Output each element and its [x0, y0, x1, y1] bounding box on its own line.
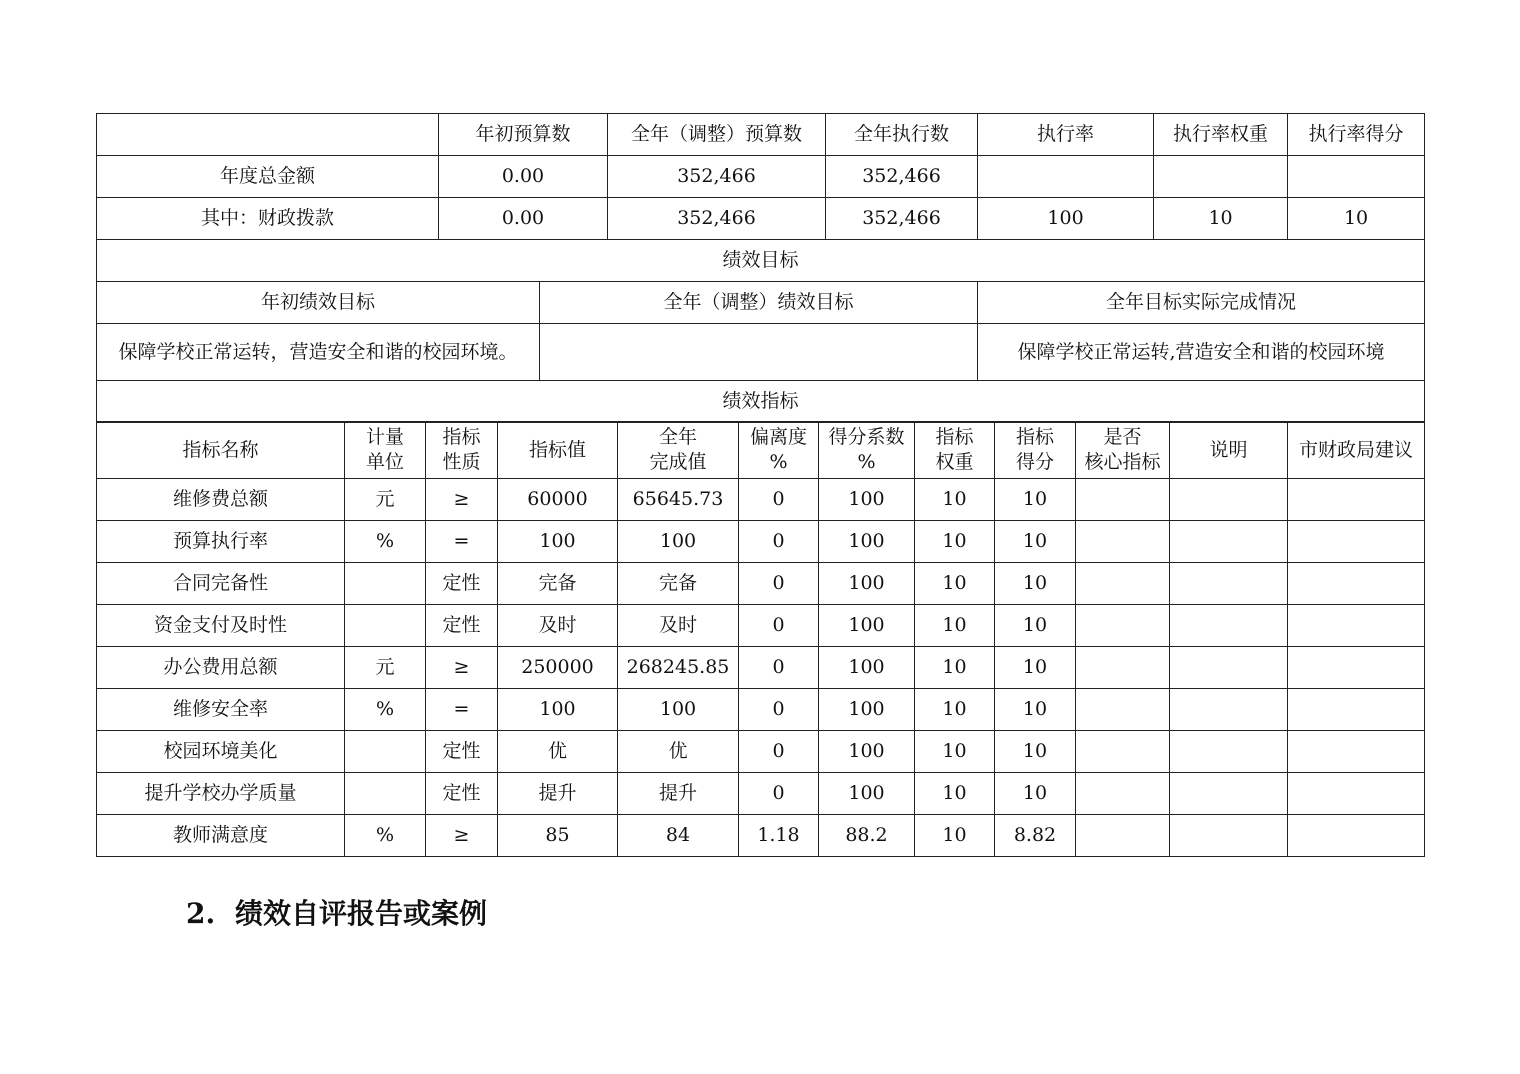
indicator-cell: 0 — [739, 521, 819, 563]
indicator-name-cell: 办公费用总额 — [97, 647, 345, 689]
indicator-cell: ≥ — [426, 479, 498, 521]
budget-cell: 352,466 — [608, 198, 826, 240]
indicator-cell — [1076, 815, 1170, 857]
budget-header-cell: 全年执行数 — [826, 114, 978, 156]
indicator-cell: ≥ — [426, 815, 498, 857]
budget-cell: 100 — [978, 198, 1154, 240]
indicator-cell: 优 — [498, 731, 618, 773]
goals-title-row — [97, 240, 1425, 282]
indicator-name-cell: 提升学校办学质量 — [97, 773, 345, 815]
indicator-cell — [1288, 647, 1425, 689]
section-heading — [186, 892, 487, 932]
indicator-cell — [345, 605, 426, 647]
budget-row-total — [97, 156, 1425, 198]
indicator-cell: 10 — [915, 563, 995, 605]
budget-cell: 352,466 — [826, 198, 978, 240]
indicator-cell: 1.18 — [739, 815, 819, 857]
budget-header-empty — [97, 114, 439, 156]
indicator-cell: 完备 — [498, 563, 618, 605]
indicator-cell — [1288, 605, 1425, 647]
goals-header-cell: 全年目标实际完成情况 — [978, 282, 1425, 324]
indicator-header-cell: 偏离度 % — [739, 422, 819, 479]
indicator-cell: 及时 — [618, 605, 739, 647]
indicator-cell: % — [345, 815, 426, 857]
goals-header-cell: 全年（调整）绩效目标 — [540, 282, 978, 324]
indicator-name-cell: 校园环境美化 — [97, 731, 345, 773]
indicator-cell — [1076, 563, 1170, 605]
budget-row-fiscal — [97, 198, 1425, 240]
indicator-cell: 100 — [819, 479, 915, 521]
indicator-cell: 8.82 — [995, 815, 1076, 857]
indicators-header-row — [97, 422, 1425, 479]
indicator-cell: ≥ — [426, 647, 498, 689]
indicator-cell: % — [345, 689, 426, 731]
budget-row-label: 年度总金额 — [97, 156, 439, 198]
indicator-cell — [1076, 731, 1170, 773]
indicator-cell: 完备 — [618, 563, 739, 605]
indicator-cell — [1288, 479, 1425, 521]
indicator-cell — [1288, 731, 1425, 773]
indicator-cell: 提升 — [498, 773, 618, 815]
indicator-name-cell: 资金支付及时性 — [97, 605, 345, 647]
indicator-cell: 10 — [995, 647, 1076, 689]
budget-cell: 10 — [1154, 198, 1288, 240]
indicator-cell: 100 — [819, 731, 915, 773]
indicator-cell: 10 — [915, 731, 995, 773]
goals-header-row — [97, 282, 1425, 324]
indicator-cell: 88.2 — [819, 815, 915, 857]
indicator-cell: 268245.85 — [618, 647, 739, 689]
indicator-cell: 定性 — [426, 605, 498, 647]
indicator-cell: 100 — [819, 689, 915, 731]
indicator-cell: 10 — [995, 731, 1076, 773]
indicator-cell — [345, 773, 426, 815]
indicator-cell — [1170, 479, 1288, 521]
indicator-cell — [1288, 563, 1425, 605]
indicator-cell — [345, 731, 426, 773]
goals-initial-target: 保障学校正常运转，营造安全和谐的校园环境。 — [97, 324, 540, 381]
section-number: 2. — [186, 897, 216, 930]
indicator-cell: 10 — [995, 605, 1076, 647]
indicator-cell — [1170, 731, 1288, 773]
indicator-cell: 10 — [915, 815, 995, 857]
indicator-cell: 100 — [618, 689, 739, 731]
table-row — [97, 647, 1425, 689]
indicator-cell: 元 — [345, 647, 426, 689]
indicator-name-cell: 维修安全率 — [97, 689, 345, 731]
indicators-title-row — [97, 381, 1425, 423]
indicator-cell — [1288, 773, 1425, 815]
indicator-cell: 85 — [498, 815, 618, 857]
indicator-header-cell: 指标 性质 — [426, 422, 498, 479]
budget-cell: 352,466 — [608, 156, 826, 198]
budget-header-cell: 执行率权重 — [1154, 114, 1288, 156]
indicator-cell: 0 — [739, 479, 819, 521]
indicator-cell — [1076, 689, 1170, 731]
indicator-cell: 定性 — [426, 563, 498, 605]
indicator-cell: 10 — [995, 563, 1076, 605]
indicator-header-cell: 指标 权重 — [915, 422, 995, 479]
indicator-cell — [1076, 605, 1170, 647]
table-row — [97, 773, 1425, 815]
indicator-cell: 0 — [739, 731, 819, 773]
indicators-section-title: 绩效指标 — [97, 381, 1425, 423]
budget-table — [96, 113, 1425, 423]
indicator-cell: 10 — [915, 689, 995, 731]
indicator-name-cell: 教师满意度 — [97, 815, 345, 857]
indicator-cell: 60000 — [498, 479, 618, 521]
budget-header-cell: 全年（调整）预算数 — [608, 114, 826, 156]
budget-header-cell: 执行率得分 — [1288, 114, 1425, 156]
indicator-name-cell: 预算执行率 — [97, 521, 345, 563]
indicator-cell — [1076, 773, 1170, 815]
table-row — [97, 479, 1425, 521]
indicator-cell: 100 — [819, 605, 915, 647]
indicator-cell: 84 — [618, 815, 739, 857]
indicator-cell: 100 — [618, 521, 739, 563]
indicator-cell: 优 — [618, 731, 739, 773]
goals-value-row — [97, 324, 1425, 381]
indicator-header-cell: 得分系数 % — [819, 422, 915, 479]
goals-section-title: 绩效目标 — [97, 240, 1425, 282]
indicator-cell — [1288, 689, 1425, 731]
indicator-name-cell: 合同完备性 — [97, 563, 345, 605]
indicator-cell: 定性 — [426, 731, 498, 773]
table-row — [97, 815, 1425, 857]
indicator-cell — [1170, 815, 1288, 857]
indicator-cell — [1076, 521, 1170, 563]
indicator-cell: 0 — [739, 647, 819, 689]
budget-cell: 10 — [1288, 198, 1425, 240]
goals-actual-completion: 保障学校正常运转,营造安全和谐的校园环境 — [978, 324, 1425, 381]
table-row — [97, 521, 1425, 563]
indicator-cell — [1076, 479, 1170, 521]
table-row — [97, 731, 1425, 773]
budget-cell — [978, 156, 1154, 198]
indicator-cell: 100 — [819, 647, 915, 689]
indicator-header-cell: 说明 — [1170, 422, 1288, 479]
indicator-cell: 元 — [345, 479, 426, 521]
indicator-cell — [1288, 815, 1425, 857]
indicator-header-cell: 全年 完成值 — [618, 422, 739, 479]
indicator-cell: 100 — [819, 773, 915, 815]
indicator-cell: 10 — [995, 689, 1076, 731]
indicator-cell: 100 — [819, 521, 915, 563]
indicator-cell — [1170, 563, 1288, 605]
indicator-cell: 0 — [739, 773, 819, 815]
indicator-name-cell: 维修费总额 — [97, 479, 345, 521]
indicator-header-cell: 计量 单位 — [345, 422, 426, 479]
table-row — [97, 563, 1425, 605]
indicator-cell: 250000 — [498, 647, 618, 689]
indicator-cell — [1170, 605, 1288, 647]
indicator-cell: = — [426, 521, 498, 563]
indicator-cell: 提升 — [618, 773, 739, 815]
budget-header-cell: 年初预算数 — [439, 114, 608, 156]
indicator-cell: 10 — [995, 773, 1076, 815]
indicator-cell: 及时 — [498, 605, 618, 647]
goals-adjusted-target — [540, 324, 978, 381]
indicator-cell: 10 — [915, 773, 995, 815]
indicator-cell — [1170, 521, 1288, 563]
budget-cell — [1288, 156, 1425, 198]
indicator-cell: 10 — [915, 647, 995, 689]
indicator-cell — [1170, 689, 1288, 731]
budget-row-label: 其中：财政拨款 — [97, 198, 439, 240]
indicator-cell: 定性 — [426, 773, 498, 815]
indicator-cell — [1288, 521, 1425, 563]
indicator-header-cell: 市财政局建议 — [1288, 422, 1425, 479]
indicator-cell: = — [426, 689, 498, 731]
goals-header-cell: 年初绩效目标 — [97, 282, 540, 324]
indicator-cell — [1170, 647, 1288, 689]
indicator-cell: 65645.73 — [618, 479, 739, 521]
indicator-cell — [1170, 773, 1288, 815]
indicator-header-cell: 指标名称 — [97, 422, 345, 479]
indicator-cell: 10 — [915, 521, 995, 563]
indicator-cell: 10 — [995, 479, 1076, 521]
indicator-cell — [345, 563, 426, 605]
indicator-cell: 100 — [498, 521, 618, 563]
budget-header-cell: 执行率 — [978, 114, 1154, 156]
indicator-cell: 100 — [498, 689, 618, 731]
table-row — [97, 605, 1425, 647]
indicator-cell: 10 — [915, 605, 995, 647]
budget-cell: 0.00 — [439, 156, 608, 198]
indicator-cell: % — [345, 521, 426, 563]
indicator-cell: 100 — [819, 563, 915, 605]
indicator-cell: 0 — [739, 605, 819, 647]
indicators-table — [96, 421, 1425, 857]
indicator-header-cell: 是否 核心指标 — [1076, 422, 1170, 479]
section-title-text: 绩效自评报告或案例 — [234, 897, 487, 930]
indicator-header-cell: 指标 得分 — [995, 422, 1076, 479]
indicator-cell: 10 — [915, 479, 995, 521]
indicator-header-cell: 指标值 — [498, 422, 618, 479]
indicator-cell — [1076, 647, 1170, 689]
budget-header-row — [97, 114, 1425, 156]
table-row — [97, 689, 1425, 731]
budget-cell: 352,466 — [826, 156, 978, 198]
budget-cell: 0.00 — [439, 198, 608, 240]
indicator-cell: 10 — [995, 521, 1076, 563]
indicator-cell: 0 — [739, 689, 819, 731]
indicators-body — [97, 479, 1425, 857]
indicator-cell: 0 — [739, 563, 819, 605]
budget-cell — [1154, 156, 1288, 198]
